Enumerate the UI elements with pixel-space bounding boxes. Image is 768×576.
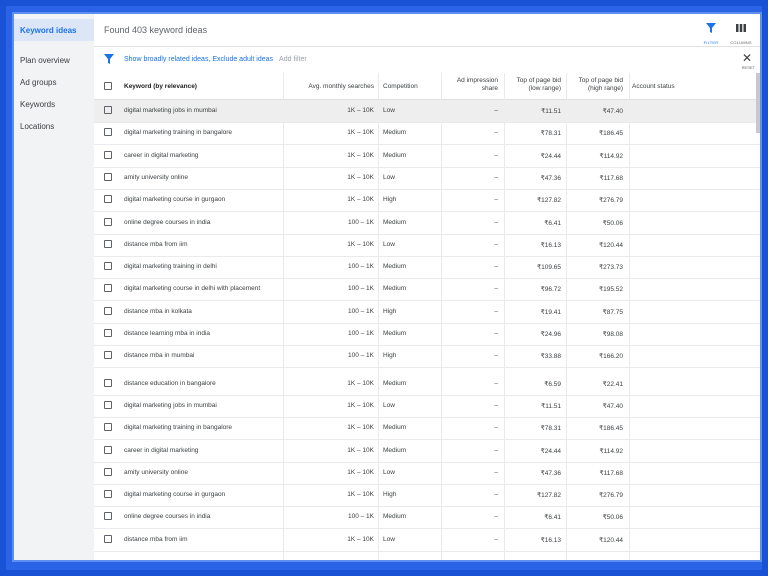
bid-low-cell: ₹47.36 [540,174,561,182]
row-checkbox[interactable] [104,128,112,136]
sidebar-item-keywords[interactable]: Keywords [20,100,56,109]
row-checkbox[interactable] [104,423,112,431]
filter-button[interactable] [698,20,724,45]
screenshot-frame [6,6,762,570]
bid-high-cell: ₹273.73 [598,264,623,272]
row-checkbox[interactable] [104,240,112,248]
keyword-cell[interactable]: career in digital marketing [124,151,199,159]
filter-icon [706,23,716,33]
competition-cell: Medium [383,129,407,137]
col-header-searches[interactable]: Avg. monthly searches [308,83,374,90]
keyword-cell[interactable]: digital marketing course in delhi with placement [124,285,261,293]
row-checkbox[interactable] [104,106,112,114]
searches-cell: 1K – 10K [347,173,374,181]
row-checkbox[interactable] [104,218,112,226]
row-checkbox[interactable] [104,173,112,181]
bid-low-cell: ₹6.41 [544,219,561,227]
searches-cell: 100 – 1K [347,352,374,360]
bid-low-cell: ₹19.41 [540,308,561,316]
bid-low-cell: ₹16.13 [540,536,561,544]
row-checkbox[interactable] [104,446,112,454]
bid-high-cell: ₹47.40 [602,402,623,410]
keyword-cell[interactable]: distance education in bangalore [124,379,216,387]
searches-cell: 1K – 10K [347,535,374,543]
app-window [12,12,762,562]
bid-high-cell: ₹186.45 [598,425,623,433]
sidebar-item-keyword-ideas[interactable] [14,19,94,41]
keyword-cell[interactable]: digital marketing jobs in mumbai [124,107,217,114]
filter-icon [104,54,114,64]
col-header-bid-high[interactable]: Top of page bid (high range) [578,77,623,92]
impression-cell: – [494,379,498,387]
impression-cell: – [494,240,498,248]
keyword-count: Found 403 keyword ideas [104,25,208,35]
table-row[interactable] [94,529,760,552]
bid-high-cell: ₹114.92 [599,152,623,160]
row-checkbox[interactable] [104,151,112,159]
sidebar-item-locations[interactable]: Locations [20,122,55,131]
bid-low-cell: ₹33.88 [540,353,561,361]
impression-cell: – [494,196,498,204]
table-row[interactable] [94,167,760,190]
keyword-cell[interactable]: distance mba in mumbai [124,352,195,360]
impression-cell: – [494,513,498,521]
keyword-cell[interactable]: digital marketing course in gurgaon [124,491,226,499]
searches-cell: 1K – 10K [347,468,374,476]
table-row[interactable] [94,395,760,418]
competition-cell: High [383,196,397,204]
impression-cell: – [494,107,498,114]
keyword-cell[interactable]: distance mba from iim [124,535,188,543]
searches-cell: 100 – 1K [347,307,374,315]
row-checkbox[interactable] [104,262,112,270]
competition-cell: High [383,491,397,499]
col-header-bid-low[interactable]: Top of page bid (low range) [516,77,561,92]
col-header-account-status[interactable]: Account status [632,83,675,90]
keyword-cell[interactable]: digital marketing training in delhi [124,263,217,271]
filter-label: FILTER [703,40,719,45]
searches-cell: 1K – 10K [347,424,374,432]
competition-cell: High [383,307,397,315]
competition-cell: Low [383,401,395,409]
impression-cell: – [494,401,498,409]
bid-high-cell: ₹276.79 [598,197,623,205]
impression-cell: – [494,151,498,159]
row-checkbox[interactable] [104,512,112,520]
searches-cell: 100 – 1K [347,263,374,271]
table-header [94,73,760,100]
searches-cell: 100 – 1K [347,218,374,226]
bid-high-cell: ₹98.08 [602,331,623,338]
searches-cell: 100 – 1K [347,513,374,521]
searches-cell: 1K – 10K [347,107,374,114]
bid-low-cell: ₹127.82 [536,197,561,205]
bid-low-cell: ₹47.36 [540,469,561,477]
row-checkbox[interactable] [104,535,112,543]
columns-button[interactable] [728,20,754,45]
competition-cell: Medium [383,218,407,226]
bid-low-cell: ₹16.13 [540,241,561,249]
columns-label: COLUMNS [730,40,752,45]
bid-low-cell: ₹24.44 [540,152,561,160]
bid-low-cell: ₹96.72 [540,286,561,294]
col-header-impression[interactable]: Ad impression share [456,77,498,92]
row-checkbox[interactable] [104,401,112,409]
impression-cell: – [494,491,498,499]
row-checkbox[interactable] [104,329,112,337]
bid-high-cell: ₹276.79 [598,492,623,500]
impression-cell: – [494,535,498,543]
searches-cell: 1K – 10K [347,151,374,159]
keyword-cell[interactable]: amity university online [124,173,188,181]
competition-cell: High [383,352,397,360]
impression-cell: – [494,307,498,315]
searches-cell: 1K – 10K [347,379,374,387]
keyword-cell[interactable]: distance mba in kolkata [124,307,192,315]
add-filter-link[interactable]: Add filter [279,56,307,63]
table-row[interactable] [94,440,760,463]
sidebar-item-plan-overview[interactable]: Plan overview [20,56,70,65]
searches-cell: 100 – 1K [347,285,374,293]
bid-high-cell: ₹50.06 [602,219,623,227]
select-all-checkbox[interactable] [104,82,112,90]
sidebar-item-ad-groups[interactable]: Ad groups [20,78,57,87]
keyword-cell[interactable]: distance learning mba in india [124,330,210,337]
competition-cell: Low [383,107,395,114]
table-row[interactable] [94,506,760,529]
searches-cell: 1K – 10K [347,446,374,454]
impression-cell: – [494,218,498,226]
bid-low-cell: ₹78.31 [540,425,561,433]
keyword-cell[interactable]: amity university online [124,468,188,476]
bid-low-cell: ₹6.59 [544,380,561,388]
keyword-cell[interactable]: digital marketing jobs in mumbai [124,401,217,409]
competition-cell: Medium [383,330,407,337]
bid-high-cell: ₹186.45 [598,130,623,138]
bid-high-cell: ₹166.20 [598,353,623,361]
bid-high-cell: ₹87.75 [602,308,623,316]
impression-cell: – [494,446,498,454]
bid-high-cell: ₹47.40 [602,108,623,115]
table-row[interactable] [94,417,760,440]
bid-low-cell: ₹24.96 [540,331,561,338]
competition-cell: Low [383,535,395,543]
col-header-keyword[interactable]: Keyword (by relevance) [124,83,197,90]
row-checkbox[interactable] [104,468,112,476]
competition-cell: Low [383,173,395,181]
bid-low-cell: ₹78.31 [540,130,561,138]
row-checkbox[interactable] [104,490,112,498]
bid-high-cell: ₹195.52 [598,286,623,294]
row-checkbox[interactable] [104,284,112,292]
table-row[interactable] [94,212,760,235]
table-row[interactable] [94,484,760,507]
keyword-cell[interactable]: digital marketing training in bangalore [124,424,233,432]
impression-cell: – [494,424,498,432]
competition-cell: Medium [383,513,407,521]
impression-cell: – [494,263,498,271]
table-row[interactable] [94,301,760,324]
competition-cell: Medium [383,424,407,432]
impression-cell: – [494,285,498,293]
col-header-competition[interactable]: Competition [383,83,418,90]
competition-cell: Medium [383,285,407,293]
competition-cell: Medium [383,151,407,159]
keyword-cell[interactable]: online degree courses in india [124,513,211,521]
filter-bar [94,47,760,73]
row-checkbox[interactable] [104,379,112,387]
bid-low-cell: ₹24.44 [540,447,561,455]
searches-cell: 1K – 10K [347,491,374,499]
competition-cell: Low [383,240,395,248]
competition-cell: Medium [383,379,407,387]
bid-high-cell: ₹22.41 [602,380,623,388]
keyword-cell[interactable]: digital marketing training in bangalore [124,129,233,137]
searches-cell: 1K – 10K [347,196,374,204]
table-row[interactable] [94,278,760,301]
competition-cell: Medium [383,446,407,454]
bid-high-cell: ₹117.68 [599,469,623,477]
table-row[interactable] [94,373,760,396]
searches-cell: 1K – 10K [347,401,374,409]
table-row[interactable] [94,122,760,145]
table-row[interactable] [94,234,760,257]
competition-cell: Low [383,468,395,476]
bid-high-cell: ₹50.06 [602,514,623,522]
scrollbar[interactable] [756,73,760,133]
searches-cell: 100 – 1K [347,330,374,337]
bid-low-cell: ₹6.41 [544,514,561,522]
keyword-cell[interactable]: online degree courses in india [124,218,211,226]
searches-cell: 1K – 10K [347,129,374,137]
impression-cell: – [494,129,498,137]
reset-label[interactable]: RESET [741,65,755,70]
filter-chips[interactable] [124,56,307,63]
bid-high-cell: ₹120.44 [598,241,623,249]
sidebar-item-label: Keyword ideas [20,26,77,35]
competition-cell: Medium [383,263,407,271]
searches-cell: 1K – 10K [347,240,374,248]
impression-cell: – [494,173,498,181]
filter-chip-text[interactable]: Show broadly related ideas, Exclude adult ideas [124,56,274,63]
keyword-cell[interactable]: distance mba from iim [124,240,188,248]
table-row[interactable] [94,145,760,168]
header [94,14,760,47]
table-row[interactable] [94,323,760,346]
keyword-cell[interactable]: digital marketing course in gurgaon [124,196,226,204]
table-row[interactable] [94,189,760,212]
bid-high-cell: ₹117.68 [599,174,623,182]
impression-cell: – [494,352,498,360]
bid-low-cell: ₹127.82 [536,492,561,500]
columns-icon [736,23,746,33]
sidebar [14,14,94,560]
impression-cell: – [494,330,498,337]
bid-low-cell: ₹11.51 [541,402,561,410]
table-row[interactable] [94,100,760,123]
row-checkbox[interactable] [104,195,112,203]
bid-high-cell: ₹120.44 [598,536,623,544]
keyword-table-body [94,100,760,560]
bid-high-cell: ₹114.92 [599,447,623,455]
row-checkbox[interactable] [104,307,112,315]
bid-low-cell: ₹11.51 [541,108,561,115]
keyword-cell[interactable]: career in digital marketing [124,446,199,454]
table-row[interactable] [94,462,760,485]
close-icon[interactable]: ✕ [741,51,752,65]
table-row[interactable] [94,345,760,368]
bid-low-cell: ₹109.65 [536,264,561,272]
impression-cell: – [494,468,498,476]
row-checkbox[interactable] [104,351,112,359]
table-row[interactable] [94,256,760,279]
